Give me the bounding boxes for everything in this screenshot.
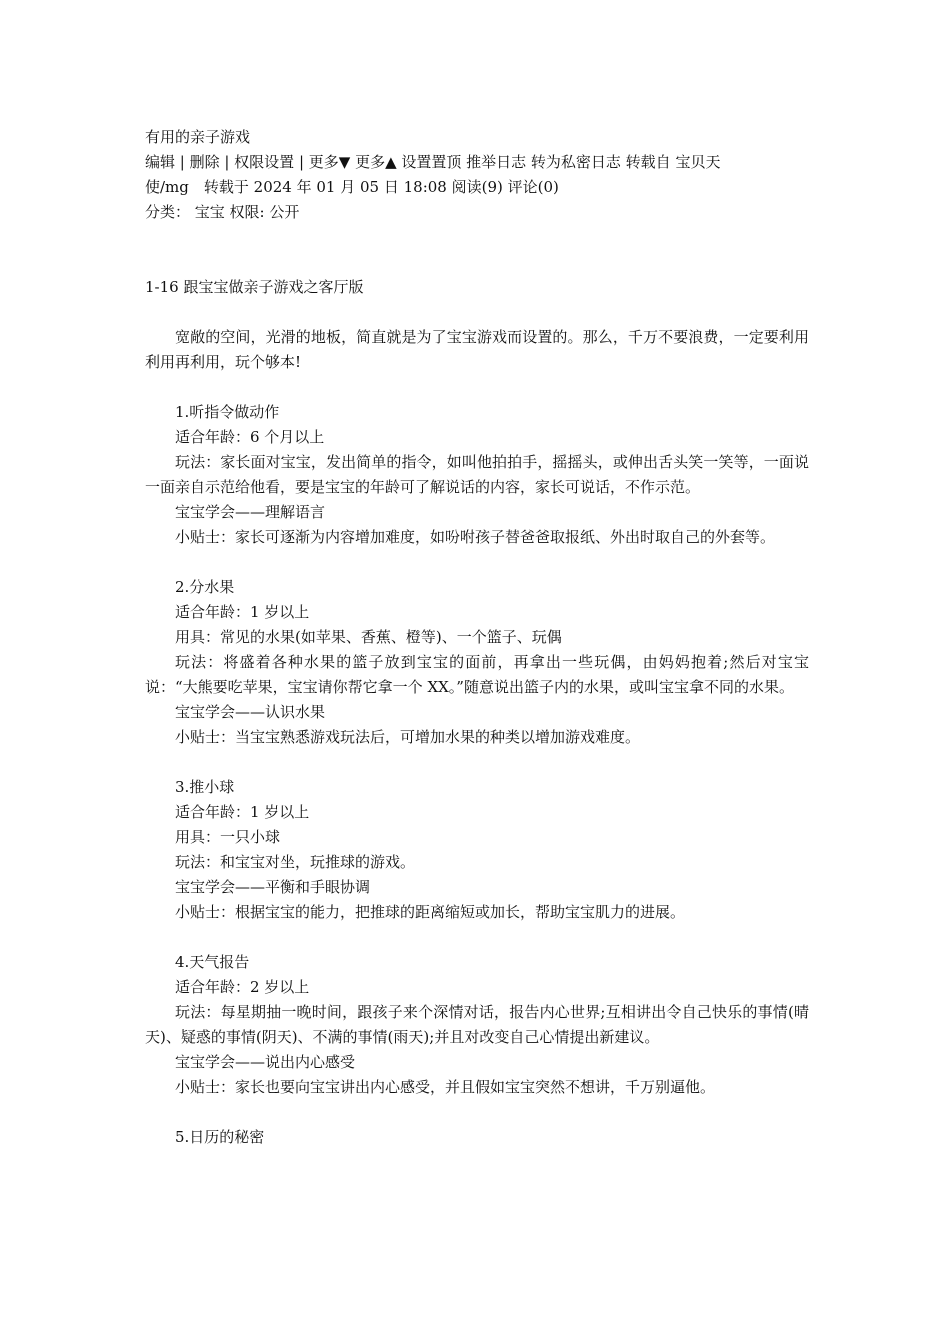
game-section-2: [145, 575, 809, 750]
game-title: 3.推小球: [175, 778, 235, 796]
game-play: 玩法：家长面对宝宝，发出简单的指令，如叫他拍拍手，摇摇头，或伸出舌头笑一笑等，一面说一面亲自示范给他看，要是宝宝的年龄可了解说话的内容，家长可说话，不作示范。: [145, 453, 809, 496]
game-age: 适合年龄：1 岁以上: [175, 803, 310, 821]
game-learn: 宝宝学会——理解语言: [175, 503, 326, 521]
spacer: [145, 375, 809, 400]
spacer: [145, 1100, 809, 1125]
post-category: 分类： 宝宝 权限: 公开: [145, 203, 300, 221]
game-play: 玩法：和宝宝对坐，玩推球的游戏。: [175, 853, 416, 871]
game-learn: 宝宝学会——说出内心感受: [175, 1053, 356, 1071]
game-tip: 小贴士：根据宝宝的能力，把推球的距离缩短或加长，帮助宝宝肌力的进展。: [175, 903, 686, 921]
post-title: 有用的亲子游戏: [145, 128, 251, 146]
game-section-3: [145, 775, 809, 925]
game-section-4: [145, 950, 809, 1100]
spacer: [145, 300, 809, 325]
blog-post: [145, 125, 809, 1150]
spacer: [145, 750, 809, 775]
game-title: 1.听指令做动作: [175, 403, 280, 421]
spacer: [145, 925, 809, 950]
game-title: 2.分水果: [175, 578, 235, 596]
game-section-1: [145, 400, 809, 550]
game-age: 适合年龄：2 岁以上: [175, 978, 310, 996]
spacer: [145, 225, 809, 275]
game-title: 5.日历的秘密: [175, 1128, 265, 1146]
game-learn: 宝宝学会——平衡和手眼协调: [175, 878, 371, 896]
game-section-5: [145, 1125, 809, 1150]
game-tip: 小贴士：家长也要向宝宝讲出内心感受，并且假如宝宝突然不想讲，千万别逼他。: [175, 1078, 716, 1096]
game-tip: 小贴士：家长可逐渐为内容增加难度，如吩咐孩子替爸爸取报纸、外出时取自己的外套等。: [175, 528, 776, 546]
game-tools: 用具：常见的水果(如苹果、香蕉、橙等)、一个篮子、玩偶: [175, 628, 562, 646]
spacer: [145, 550, 809, 575]
game-play: 玩法：将盛着各种水果的篮子放到宝宝的面前，再拿出一些玩偶，由妈妈抱着;然后对宝宝说：“大熊要吃苹果，宝宝请你帮它拿一个 XX。”随意说出篮子内的水果，或叫宝宝拿不同的水果。: [145, 653, 809, 696]
game-play: 玩法：每星期抽一晚时间，跟孩子来个深情对话，报告内心世界;互相讲出令自己快乐的事情(晴天)、疑惑的事情(阴天)、不满的事情(雨天);并且对改变自己心情提出新建议。: [145, 1003, 809, 1046]
game-age: 适合年龄：6 个月以上: [175, 428, 325, 446]
post-meta: 使/mg 转载于 2024 年 01 月 05 日 18:08 阅读(9) 评论(0): [145, 178, 559, 196]
post-actions-bar[interactable]: 编辑 | 删除 | 权限设置 | 更多▼ 更多▲ 设置置顶 推举日志 转为私密日志 转载自 宝贝天: [145, 153, 721, 171]
game-tip: 小贴士：当宝宝熟悉游戏玩法后，可增加水果的种类以增加游戏难度。: [175, 728, 641, 746]
game-learn: 宝宝学会——认识水果: [175, 703, 326, 721]
article-heading: 1-16 跟宝宝做亲子游戏之客厅版: [145, 278, 364, 296]
article-intro: 宽敞的空间，光滑的地板，简直就是为了宝宝游戏而设置的。那么，千万不要浪费，一定要利用利用再利用，玩个够本!: [145, 328, 809, 371]
game-age: 适合年龄：1 岁以上: [175, 603, 310, 621]
game-title: 4.天气报告: [175, 953, 250, 971]
game-tools: 用具：一只小球: [175, 828, 281, 846]
